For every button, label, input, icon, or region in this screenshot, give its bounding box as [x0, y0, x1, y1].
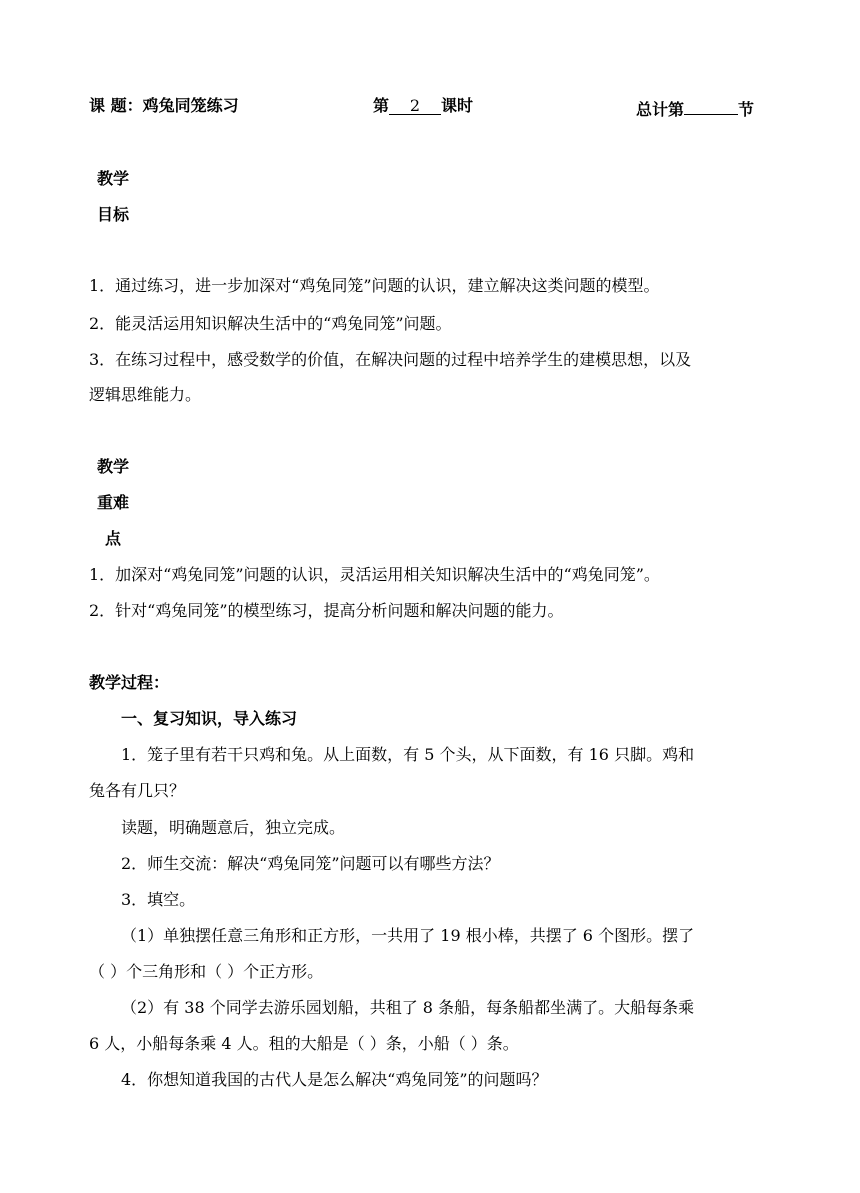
keypoint-item: 1．加深对“鸡兔同笼”问题的认识，灵活运用相关知识解决生活中的“鸡兔同笼”。 — [89, 565, 660, 584]
process-line: 2．师生交流：解决“鸡兔同笼”问题可以有哪些方法？ — [121, 854, 500, 873]
lesson-number-blank — [389, 96, 441, 115]
total-suffix: 节 — [738, 100, 755, 119]
objective-item: 逻辑思维能力。 — [89, 385, 202, 404]
section-title: 一、复习知识，导入练习 — [121, 709, 298, 728]
objectives-label-2: 目标 — [97, 205, 130, 224]
topic-value: 鸡兔同笼练习 — [142, 96, 239, 115]
lesson-count — [373, 96, 473, 116]
objective-item: 1．通过练习，进一步加深对“鸡兔同笼”问题的认识，建立解决这类问题的模型。 — [89, 276, 660, 295]
process-heading: 教学过程： — [89, 673, 170, 692]
process-line: （2）有 38 个同学去游乐园划船，共租了 8 条船，每条船都坐满了。大船每条乘 — [121, 998, 695, 1017]
keypoints-label-3: 点 — [105, 529, 122, 548]
process-line: 读题，明确题意后，独立完成。 — [121, 818, 346, 837]
topic-label: 课 题： — [89, 96, 143, 115]
keypoints-label-1: 教学 — [97, 457, 130, 476]
process-line: 3．填空。 — [121, 890, 196, 909]
objective-item: 2．能灵活运用知识解决生活中的“鸡兔同笼”问题。 — [89, 314, 452, 333]
objectives-label-1: 教学 — [97, 169, 130, 188]
process-line: 6 人，小船每条乘 4 人。租的大船是（ ）条，小船（ ）条。 — [89, 1034, 519, 1053]
lesson-suffix: 课时 — [441, 96, 474, 115]
process-line: 4．你想知道我国的古代人是怎么解决“鸡兔同笼”的问题吗？ — [121, 1070, 548, 1089]
header-row — [89, 96, 239, 116]
process-line: （1）单独摆任意三角形和正方形，一共用了 19 根小棒，共摆了 6 个图形。摆了 — [121, 926, 695, 945]
keypoint-item: 2．针对“鸡兔同笼”的模型练习，提高分析问题和解决问题的能力。 — [89, 601, 564, 620]
process-line: 兔各有几只？ — [89, 781, 186, 800]
lesson-number: 2 — [409, 96, 421, 115]
keypoints-label-2: 重难 — [97, 493, 130, 512]
lesson-prefix: 第 — [373, 96, 390, 115]
process-line: （ ）个三角形和（ ）个正方形。 — [89, 962, 324, 981]
process-line: 1．笼子里有若干只鸡和兔。从上面数，有 5 个头，从下面数，有 16 只脚。鸡和 — [121, 745, 695, 764]
objective-item: 3．在练习过程中，感受数学的价值，在解决问题的过程中培养学生的建模思想，以及 — [89, 350, 692, 369]
total-prefix: 总计第 — [636, 100, 685, 119]
total-number-blank — [684, 96, 738, 115]
total-count — [636, 96, 754, 120]
